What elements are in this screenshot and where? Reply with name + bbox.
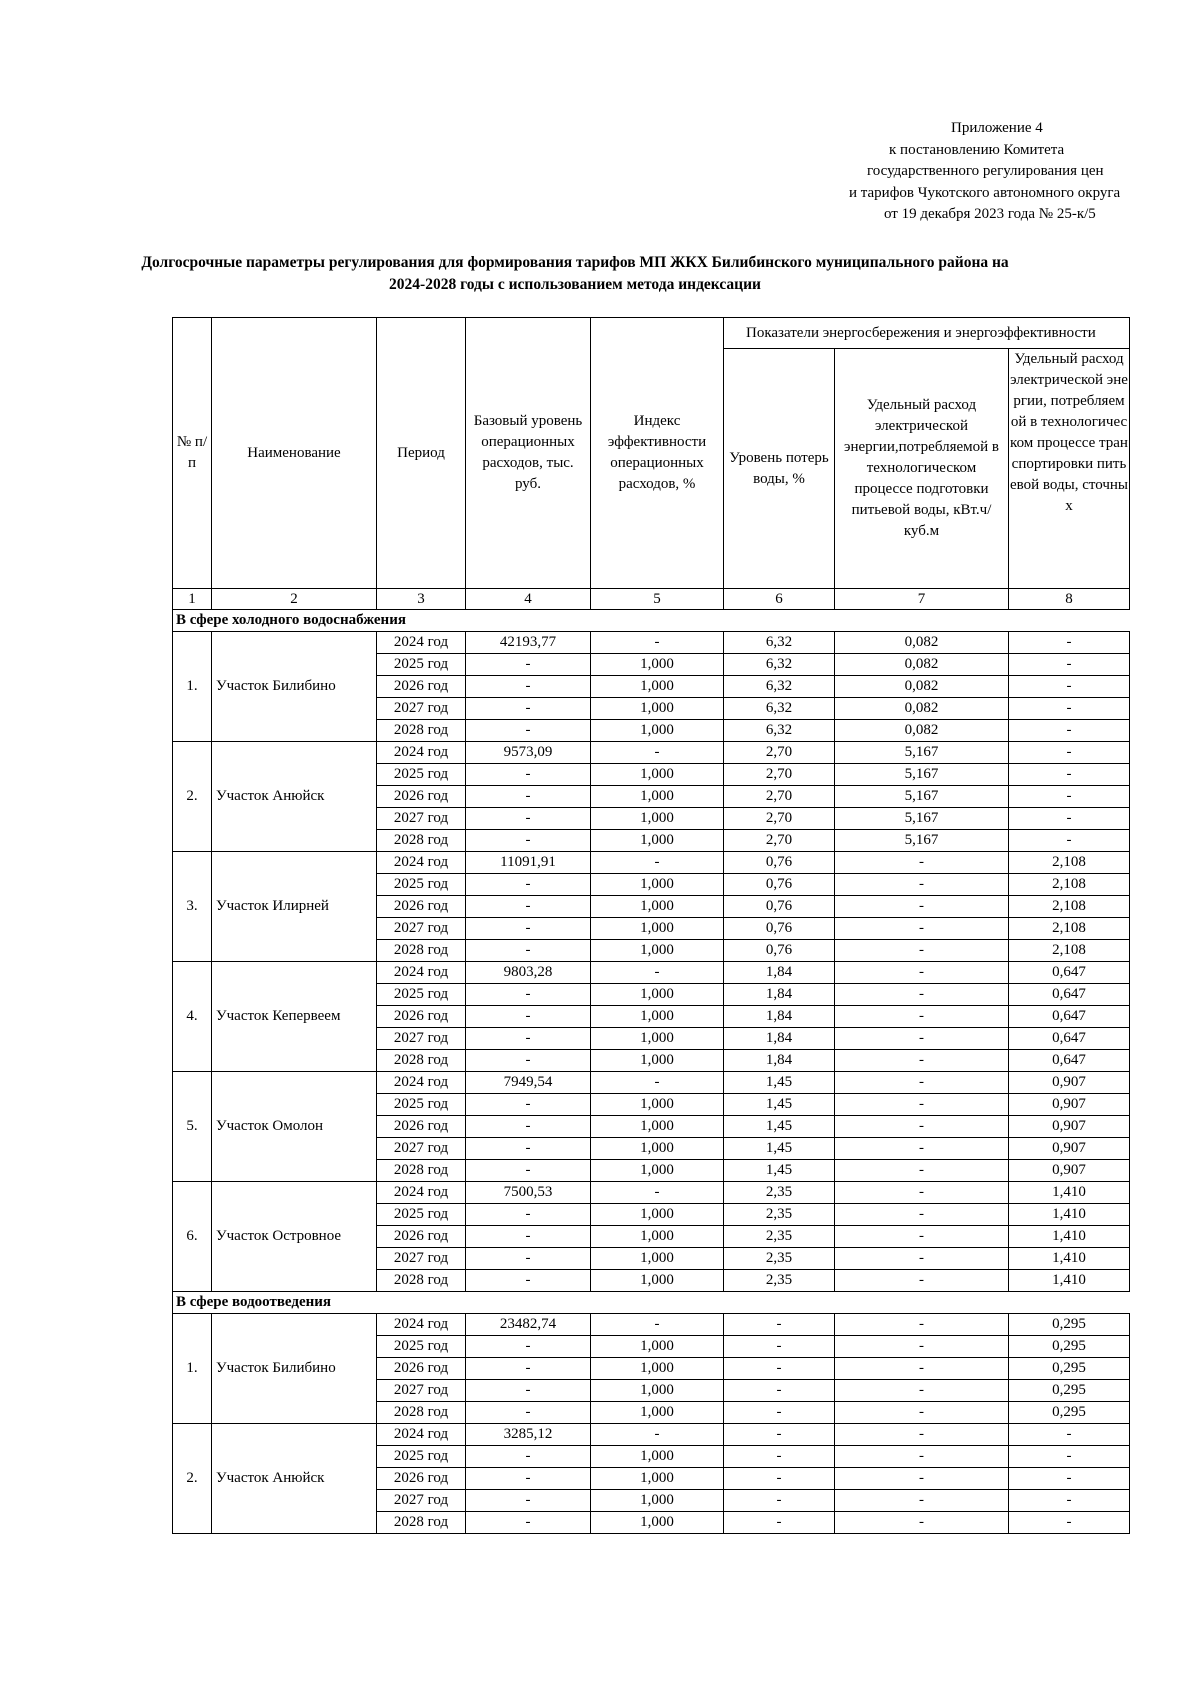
site-name: Участок Кепервеем — [212, 962, 377, 1072]
efficiency-index-cell: 1,000 — [591, 984, 724, 1006]
water-loss-cell: 2,70 — [724, 742, 835, 764]
water-loss-cell: 1,45 — [724, 1116, 835, 1138]
elec-transport-cell: 2,108 — [1009, 940, 1130, 962]
header-num: № п/п — [173, 318, 212, 589]
elec-transport-cell: 0,647 — [1009, 1006, 1130, 1028]
elec-preparation-cell: 0,082 — [835, 654, 1009, 676]
water-loss-cell: - — [724, 1314, 835, 1336]
period-cell: 2026 год — [377, 1468, 466, 1490]
period-cell: 2026 год — [377, 1006, 466, 1028]
water-loss-cell: 2,70 — [724, 786, 835, 808]
period-cell: 2024 год — [377, 852, 466, 874]
elec-preparation-cell: 0,082 — [835, 632, 1009, 654]
elec-transport-cell: 1,410 — [1009, 1226, 1130, 1248]
site-number: 2. — [173, 742, 212, 852]
base-level-cell: 42193,77 — [466, 632, 591, 654]
column-number-cell: 6 — [724, 589, 835, 610]
base-level-cell: - — [466, 1490, 591, 1512]
efficiency-index-cell: 1,000 — [591, 874, 724, 896]
elec-transport-cell: 0,907 — [1009, 1160, 1130, 1182]
elec-transport-cell: 0,647 — [1009, 1050, 1130, 1072]
elec-preparation-cell: - — [835, 1336, 1009, 1358]
period-cell: 2028 год — [377, 830, 466, 852]
water-loss-cell: 6,32 — [724, 698, 835, 720]
header-period: Период — [377, 318, 466, 589]
efficiency-index-cell: - — [591, 1424, 724, 1446]
site-number: 4. — [173, 962, 212, 1072]
base-level-cell: - — [466, 1512, 591, 1534]
base-level-cell: - — [466, 940, 591, 962]
efficiency-index-cell: 1,000 — [591, 1402, 724, 1424]
water-loss-cell: 1,45 — [724, 1072, 835, 1094]
section-row — [173, 610, 1130, 632]
efficiency-index-cell: 1,000 — [591, 1358, 724, 1380]
elec-preparation-cell: - — [835, 1226, 1009, 1248]
site-name: Участок Билибино — [212, 632, 377, 742]
header-elec-preparation: Удельный расход электрической энергии,потребляемой в технологическом процессе подготовки питьевой воды, кВт.ч/куб.м — [835, 349, 1009, 589]
efficiency-index-cell: 1,000 — [591, 1028, 724, 1050]
elec-preparation-cell: - — [835, 940, 1009, 962]
elec-transport-cell: - — [1009, 632, 1130, 654]
period-cell: 2028 год — [377, 1402, 466, 1424]
water-loss-cell: - — [724, 1336, 835, 1358]
base-level-cell: - — [466, 1160, 591, 1182]
elec-transport-cell: 0,907 — [1009, 1072, 1130, 1094]
period-cell: 2027 год — [377, 1380, 466, 1402]
elec-transport-cell: - — [1009, 676, 1130, 698]
elec-preparation-cell: 5,167 — [835, 764, 1009, 786]
site-name: Участок Анюйск — [212, 742, 377, 852]
period-cell: 2026 год — [377, 896, 466, 918]
period-cell: 2024 год — [377, 1314, 466, 1336]
header-water-loss: Уровень потерь воды, % — [724, 349, 835, 589]
water-loss-cell: 6,32 — [724, 632, 835, 654]
efficiency-index-cell: - — [591, 1072, 724, 1094]
base-level-cell: 7500,53 — [466, 1182, 591, 1204]
title-line-2: 2024-2028 годы с использованием метода индексации — [389, 276, 761, 293]
efficiency-index-cell: 1,000 — [591, 764, 724, 786]
period-cell: 2026 год — [377, 676, 466, 698]
table-row — [173, 1182, 1130, 1204]
water-loss-cell: 0,76 — [724, 852, 835, 874]
base-level-cell: - — [466, 1446, 591, 1468]
site-name: Участок Билибино — [212, 1314, 377, 1424]
section-title: В сфере водоотведения — [173, 1292, 1130, 1314]
water-loss-cell: - — [724, 1402, 835, 1424]
base-level-cell: - — [466, 1402, 591, 1424]
table-row — [173, 852, 1130, 874]
efficiency-index-cell: - — [591, 1182, 724, 1204]
period-cell: 2027 год — [377, 1028, 466, 1050]
period-cell: 2027 год — [377, 808, 466, 830]
efficiency-index-cell: 1,000 — [591, 1446, 724, 1468]
efficiency-index-cell: 1,000 — [591, 1226, 724, 1248]
elec-preparation-cell: - — [835, 984, 1009, 1006]
efficiency-index-cell: 1,000 — [591, 830, 724, 852]
elec-preparation-cell: - — [835, 1380, 1009, 1402]
site-name: Участок Илирней — [212, 852, 377, 962]
elec-transport-cell: 0,907 — [1009, 1094, 1130, 1116]
elec-transport-cell: - — [1009, 654, 1130, 676]
efficiency-index-cell: - — [591, 742, 724, 764]
efficiency-index-cell: 1,000 — [591, 940, 724, 962]
base-level-cell: - — [466, 1336, 591, 1358]
elec-preparation-cell: - — [835, 1314, 1009, 1336]
appendix-line-5: от 19 декабря 2023 года № 25-к/5 — [884, 206, 1096, 222]
elec-preparation-cell: - — [835, 1402, 1009, 1424]
efficiency-index-cell: 1,000 — [591, 1116, 724, 1138]
efficiency-index-cell: - — [591, 962, 724, 984]
period-cell: 2025 год — [377, 764, 466, 786]
elec-transport-cell: - — [1009, 764, 1130, 786]
efficiency-index-cell: 1,000 — [591, 1248, 724, 1270]
efficiency-index-cell: 1,000 — [591, 720, 724, 742]
efficiency-index-cell: 1,000 — [591, 1468, 724, 1490]
elec-preparation-cell: - — [835, 1424, 1009, 1446]
header-elec-transport — [1009, 349, 1130, 589]
table-row — [173, 1424, 1130, 1446]
efficiency-index-cell: - — [591, 632, 724, 654]
water-loss-cell: 1,45 — [724, 1094, 835, 1116]
site-number: 3. — [173, 852, 212, 962]
elec-transport-cell: - — [1009, 1468, 1130, 1490]
water-loss-cell: 6,32 — [724, 676, 835, 698]
column-number-cell: 7 — [835, 589, 1009, 610]
elec-preparation-cell: - — [835, 1138, 1009, 1160]
efficiency-index-cell: 1,000 — [591, 1336, 724, 1358]
period-cell: 2028 год — [377, 720, 466, 742]
base-level-cell: - — [466, 654, 591, 676]
site-number: 2. — [173, 1424, 212, 1534]
elec-preparation-cell: - — [835, 962, 1009, 984]
base-level-cell: - — [466, 808, 591, 830]
period-cell: 2025 год — [377, 984, 466, 1006]
base-level-cell: - — [466, 720, 591, 742]
elec-transport-cell: - — [1009, 786, 1130, 808]
site-number: 1. — [173, 632, 212, 742]
base-level-cell: - — [466, 1138, 591, 1160]
base-level-cell: 3285,12 — [466, 1424, 591, 1446]
water-loss-cell: 1,84 — [724, 1006, 835, 1028]
efficiency-index-cell: 1,000 — [591, 808, 724, 830]
water-loss-cell: 1,45 — [724, 1160, 835, 1182]
water-loss-cell: 0,76 — [724, 918, 835, 940]
elec-preparation-cell: 5,167 — [835, 786, 1009, 808]
base-level-cell: - — [466, 984, 591, 1006]
elec-preparation-cell: - — [835, 1028, 1009, 1050]
elec-preparation-cell: 0,082 — [835, 676, 1009, 698]
period-cell: 2026 год — [377, 1116, 466, 1138]
column-number-cell: 8 — [1009, 589, 1130, 610]
elec-preparation-cell: 5,167 — [835, 808, 1009, 830]
base-level-cell: 23482,74 — [466, 1314, 591, 1336]
efficiency-index-cell: 1,000 — [591, 1270, 724, 1292]
table-row — [173, 1072, 1130, 1094]
water-loss-cell: 2,35 — [724, 1226, 835, 1248]
efficiency-index-cell: 1,000 — [591, 1006, 724, 1028]
base-level-cell: - — [466, 1468, 591, 1490]
base-level-cell: - — [466, 786, 591, 808]
elec-preparation-cell: - — [835, 1094, 1009, 1116]
period-cell: 2024 год — [377, 742, 466, 764]
elec-transport-cell: - — [1009, 808, 1130, 830]
elec-preparation-cell: - — [835, 1270, 1009, 1292]
tariff-parameters-table — [172, 317, 1130, 1534]
appendix-line-1: Приложение 4 — [951, 120, 1043, 136]
header-elec-transport-text: Удельный расход электрической энергии, потребляемой в технологическом процессе транспортировки питьевой воды, сточных — [1010, 351, 1128, 514]
appendix-line-4: и тарифов Чукотского автономного округа — [849, 184, 1121, 201]
section-row — [173, 1292, 1130, 1314]
period-cell: 2026 год — [377, 786, 466, 808]
elec-preparation-cell: - — [835, 1050, 1009, 1072]
table-row — [173, 742, 1130, 764]
base-level-cell: - — [466, 1204, 591, 1226]
period-cell: 2027 год — [377, 918, 466, 940]
elec-transport-cell: 0,907 — [1009, 1138, 1130, 1160]
water-loss-cell: - — [724, 1512, 835, 1534]
document-title — [0, 252, 1130, 296]
water-loss-cell: 2,70 — [724, 764, 835, 786]
elec-transport-cell: - — [1009, 1424, 1130, 1446]
elec-transport-cell: 0,295 — [1009, 1380, 1130, 1402]
base-level-cell: - — [466, 1050, 591, 1072]
elec-transport-cell: 1,410 — [1009, 1204, 1130, 1226]
base-level-cell: - — [466, 1028, 591, 1050]
elec-preparation-cell: - — [835, 1072, 1009, 1094]
efficiency-index-cell: 1,000 — [591, 1094, 724, 1116]
elec-transport-cell: 0,295 — [1009, 1314, 1130, 1336]
water-loss-cell: 0,76 — [724, 896, 835, 918]
elec-transport-cell: 1,410 — [1009, 1182, 1130, 1204]
period-cell: 2027 год — [377, 1248, 466, 1270]
water-loss-cell: - — [724, 1468, 835, 1490]
base-level-cell: 9803,28 — [466, 962, 591, 984]
water-loss-cell: 2,70 — [724, 808, 835, 830]
base-level-cell: - — [466, 1226, 591, 1248]
site-number: 1. — [173, 1314, 212, 1424]
efficiency-index-cell: 1,000 — [591, 1050, 724, 1072]
elec-transport-cell: 0,295 — [1009, 1402, 1130, 1424]
elec-transport-cell: - — [1009, 830, 1130, 852]
column-number-cell: 3 — [377, 589, 466, 610]
elec-preparation-cell: - — [835, 1006, 1009, 1028]
period-cell: 2025 год — [377, 1204, 466, 1226]
water-loss-cell: 1,84 — [724, 1050, 835, 1072]
column-number-cell: 2 — [212, 589, 377, 610]
header-name: Наименование — [212, 318, 377, 589]
elec-transport-cell: 1,410 — [1009, 1270, 1130, 1292]
efficiency-index-cell: 1,000 — [591, 676, 724, 698]
elec-transport-cell: - — [1009, 742, 1130, 764]
efficiency-index-cell: 1,000 — [591, 698, 724, 720]
efficiency-index-cell: 1,000 — [591, 1380, 724, 1402]
water-loss-cell: 6,32 — [724, 720, 835, 742]
water-loss-cell: - — [724, 1446, 835, 1468]
site-name: Участок Анюйск — [212, 1424, 377, 1534]
period-cell: 2025 год — [377, 1446, 466, 1468]
base-level-cell: - — [466, 1358, 591, 1380]
base-level-cell: - — [466, 830, 591, 852]
water-loss-cell: 2,35 — [724, 1182, 835, 1204]
base-level-cell: - — [466, 764, 591, 786]
base-level-cell: - — [466, 1270, 591, 1292]
title-line-1: Долгосрочные параметры регулирования для формирования тарифов МП ЖКХ Билибинского муниципального района на — [141, 254, 1009, 271]
elec-preparation-cell: - — [835, 1248, 1009, 1270]
efficiency-index-cell: 1,000 — [591, 1138, 724, 1160]
elec-transport-cell: 1,410 — [1009, 1248, 1130, 1270]
elec-preparation-cell: - — [835, 1116, 1009, 1138]
efficiency-index-cell: 1,000 — [591, 1204, 724, 1226]
appendix-line-3: государственного регулирования цен — [867, 163, 1104, 179]
elec-preparation-cell: - — [835, 1204, 1009, 1226]
table-row — [173, 632, 1130, 654]
period-cell: 2024 год — [377, 1424, 466, 1446]
water-loss-cell: - — [724, 1424, 835, 1446]
table-row — [173, 962, 1130, 984]
site-name: Участок Островное — [212, 1182, 377, 1292]
period-cell: 2025 год — [377, 1094, 466, 1116]
period-cell: 2024 год — [377, 632, 466, 654]
water-loss-cell: 1,84 — [724, 984, 835, 1006]
column-number-cell: 1 — [173, 589, 212, 610]
elec-preparation-cell: - — [835, 1512, 1009, 1534]
elec-transport-cell: 2,108 — [1009, 852, 1130, 874]
section-title: В сфере холодного водоснабжения — [173, 610, 1130, 632]
elec-preparation-cell: - — [835, 1446, 1009, 1468]
base-level-cell: - — [466, 1094, 591, 1116]
water-loss-cell: 0,76 — [724, 874, 835, 896]
elec-transport-cell: - — [1009, 698, 1130, 720]
base-level-cell: - — [466, 676, 591, 698]
water-loss-cell: 2,35 — [724, 1270, 835, 1292]
period-cell: 2028 год — [377, 1050, 466, 1072]
base-level-cell: - — [466, 698, 591, 720]
elec-transport-cell: 0,647 — [1009, 962, 1130, 984]
elec-transport-cell: 0,647 — [1009, 1028, 1130, 1050]
elec-transport-cell: 0,647 — [1009, 984, 1130, 1006]
period-cell: 2025 год — [377, 654, 466, 676]
elec-transport-cell: 0,295 — [1009, 1358, 1130, 1380]
elec-preparation-cell: - — [835, 1182, 1009, 1204]
site-number: 5. — [173, 1072, 212, 1182]
water-loss-cell: - — [724, 1358, 835, 1380]
period-cell: 2026 год — [377, 1358, 466, 1380]
base-level-cell: - — [466, 1248, 591, 1270]
site-name: Участок Омолон — [212, 1072, 377, 1182]
table-row — [173, 1314, 1130, 1336]
period-cell: 2026 год — [377, 1226, 466, 1248]
elec-transport-cell: 2,108 — [1009, 918, 1130, 940]
water-loss-cell: 2,35 — [724, 1204, 835, 1226]
elec-transport-cell: 0,295 — [1009, 1336, 1130, 1358]
elec-preparation-cell: 5,167 — [835, 742, 1009, 764]
efficiency-index-cell: 1,000 — [591, 1160, 724, 1182]
elec-transport-cell: 0,907 — [1009, 1116, 1130, 1138]
water-loss-cell: - — [724, 1490, 835, 1512]
base-level-cell: - — [466, 1006, 591, 1028]
appendix-line-2: к постановлению Комитета — [889, 141, 1065, 158]
period-cell: 2024 год — [377, 962, 466, 984]
elec-preparation-cell: - — [835, 918, 1009, 940]
period-cell: 2028 год — [377, 1160, 466, 1182]
elec-preparation-cell: 5,167 — [835, 830, 1009, 852]
water-loss-cell: 1,84 — [724, 1028, 835, 1050]
column-number-cell: 4 — [466, 589, 591, 610]
elec-preparation-cell: - — [835, 1468, 1009, 1490]
period-cell: 2025 год — [377, 874, 466, 896]
elec-preparation-cell: - — [835, 852, 1009, 874]
period-cell: 2028 год — [377, 1270, 466, 1292]
elec-transport-cell: - — [1009, 720, 1130, 742]
base-level-cell: 7949,54 — [466, 1072, 591, 1094]
water-loss-cell: 6,32 — [724, 654, 835, 676]
period-cell: 2024 год — [377, 1182, 466, 1204]
efficiency-index-cell: 1,000 — [591, 918, 724, 940]
elec-preparation-cell: 0,082 — [835, 720, 1009, 742]
elec-preparation-cell: - — [835, 874, 1009, 896]
elec-preparation-cell: - — [835, 1358, 1009, 1380]
elec-preparation-cell: 0,082 — [835, 698, 1009, 720]
water-loss-cell: 2,70 — [724, 830, 835, 852]
elec-transport-cell: - — [1009, 1446, 1130, 1468]
efficiency-index-cell: 1,000 — [591, 786, 724, 808]
header-efficiency-index: Индекс эффективности операционных расходов, % — [591, 318, 724, 589]
water-loss-cell: 2,35 — [724, 1248, 835, 1270]
efficiency-index-cell: - — [591, 1314, 724, 1336]
efficiency-index-cell: 1,000 — [591, 1512, 724, 1534]
base-level-cell: - — [466, 896, 591, 918]
water-loss-cell: 1,45 — [724, 1138, 835, 1160]
base-level-cell: 9573,09 — [466, 742, 591, 764]
efficiency-index-cell: 1,000 — [591, 896, 724, 918]
water-loss-cell: 0,76 — [724, 940, 835, 962]
efficiency-index-cell: - — [591, 852, 724, 874]
elec-transport-cell: - — [1009, 1512, 1130, 1534]
period-cell: 2027 год — [377, 1490, 466, 1512]
elec-transport-cell: 2,108 — [1009, 874, 1130, 896]
period-cell: 2028 год — [377, 940, 466, 962]
base-level-cell: - — [466, 918, 591, 940]
base-level-cell: - — [466, 1380, 591, 1402]
header-energy-group: Показатели энергосбережения и энергоэффективности — [724, 318, 1130, 349]
period-cell: 2028 год — [377, 1512, 466, 1534]
efficiency-index-cell: 1,000 — [591, 1490, 724, 1512]
elec-preparation-cell: - — [835, 1160, 1009, 1182]
base-level-cell: - — [466, 874, 591, 896]
period-cell: 2024 год — [377, 1072, 466, 1094]
elec-preparation-cell: - — [835, 1490, 1009, 1512]
water-loss-cell: 1,84 — [724, 962, 835, 984]
elec-transport-cell: 2,108 — [1009, 896, 1130, 918]
period-cell: 2027 год — [377, 698, 466, 720]
header-base-level: Базовый уровень операционных расходов, тыс. руб. — [466, 318, 591, 589]
efficiency-index-cell: 1,000 — [591, 654, 724, 676]
water-loss-cell: - — [724, 1380, 835, 1402]
column-number-cell: 5 — [591, 589, 724, 610]
base-level-cell: 11091,91 — [466, 852, 591, 874]
site-number: 6. — [173, 1182, 212, 1292]
period-cell: 2027 год — [377, 1138, 466, 1160]
base-level-cell: - — [466, 1116, 591, 1138]
elec-preparation-cell: - — [835, 896, 1009, 918]
period-cell: 2025 год — [377, 1336, 466, 1358]
elec-transport-cell: - — [1009, 1490, 1130, 1512]
